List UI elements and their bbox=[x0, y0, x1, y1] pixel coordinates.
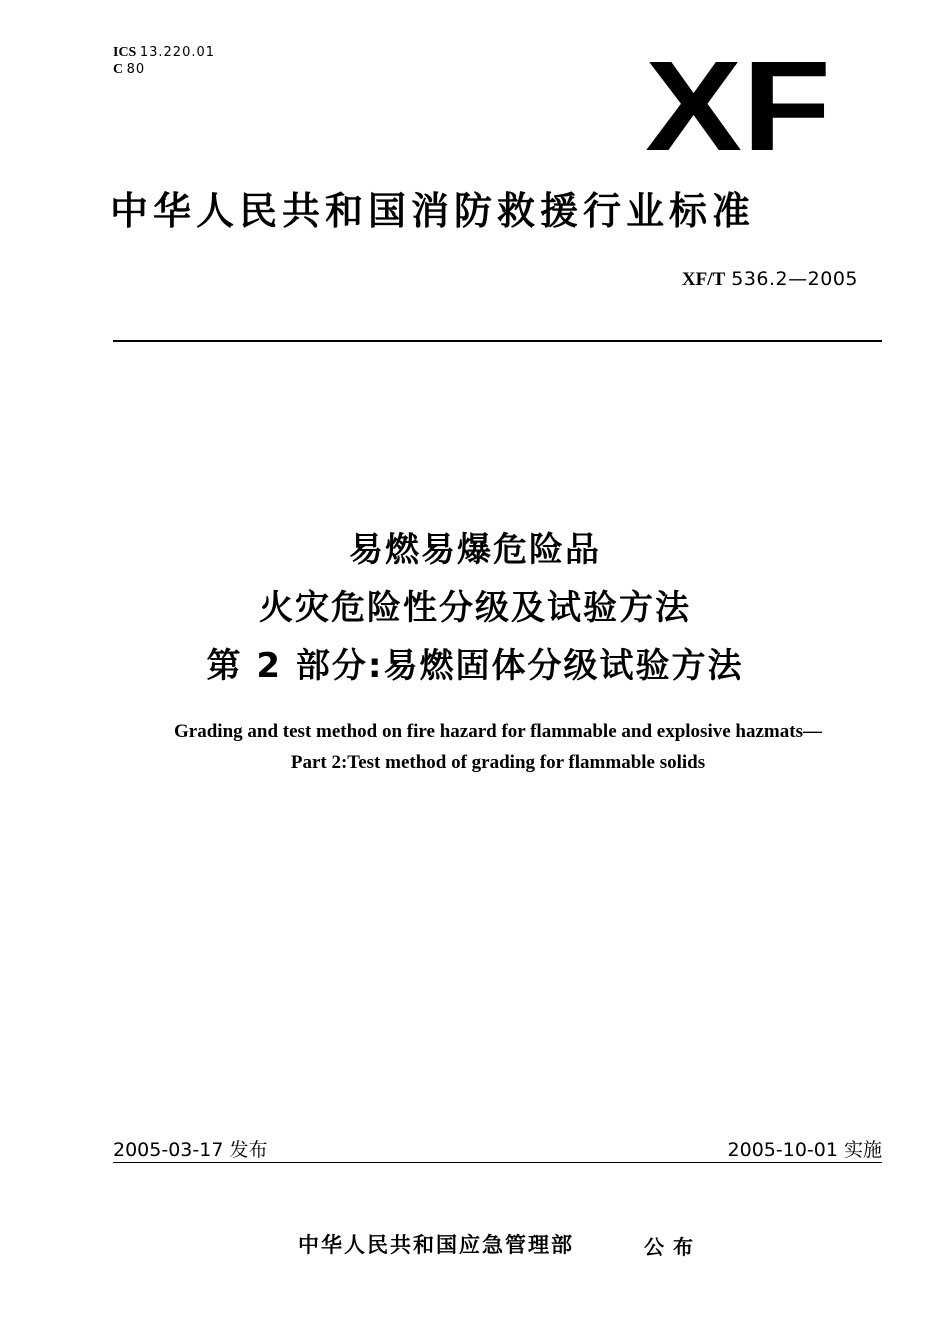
ics-classification bbox=[113, 44, 215, 78]
ics-value: 13.220.01 bbox=[139, 45, 216, 60]
xf-logo bbox=[645, 56, 831, 154]
class-value: 80 bbox=[126, 62, 146, 77]
title-cn-line1: 易燃易爆危险品 bbox=[349, 530, 601, 570]
issued-label: 公布 bbox=[644, 1235, 702, 1259]
publish-date: 2005-03-17 发布 bbox=[113, 1139, 268, 1161]
standard-category-title: 中华人民共和国消防救援行业标准 bbox=[110, 189, 756, 233]
xf-logo-text: XF bbox=[645, 56, 831, 154]
top-divider bbox=[113, 340, 882, 342]
standard-code-prefix: XF/T bbox=[681, 269, 726, 290]
title-en-line1: Grading and test method on fire hazard for flammable and explosive hazmats— bbox=[174, 721, 822, 742]
ics-label: ICS bbox=[113, 45, 137, 60]
issuing-authority: 中华人民共和国应急管理部 bbox=[298, 1233, 574, 1257]
title-cn-line3: 第 2 部分:易燃固体分级试验方法 bbox=[206, 646, 744, 686]
effective-date: 2005-10-01 实施 bbox=[727, 1139, 882, 1161]
title-cn-line2: 火灾危险性分级及试验方法 bbox=[259, 588, 691, 628]
standard-code bbox=[682, 268, 858, 291]
standard-code-number: 536.2—2005 bbox=[731, 268, 858, 290]
class-label: C bbox=[113, 62, 124, 77]
title-en-line2: Part 2:Test method of grading for flammable solids bbox=[290, 752, 706, 773]
bottom-divider bbox=[113, 1162, 882, 1163]
